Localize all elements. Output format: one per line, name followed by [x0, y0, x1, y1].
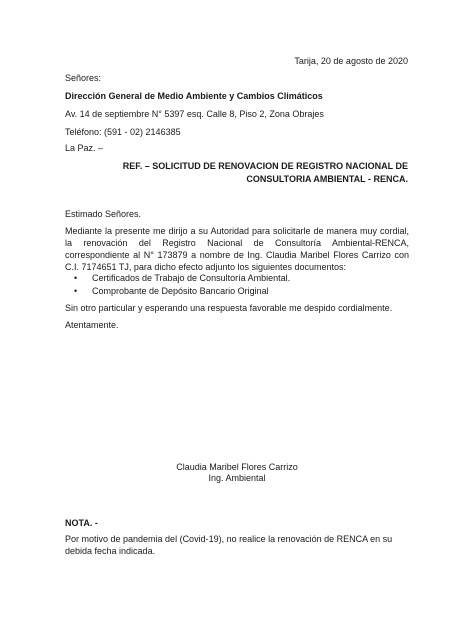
recipient-address: Av. 14 de septiembre N° 5397 esq. Calle 8, Piso 2, Zona Obrajes [65, 109, 324, 119]
signer-name: Claudia Maribel Flores Carrizo [176, 462, 298, 472]
recipient-city: La Paz. – [65, 143, 104, 153]
salutation: Estimado Señores. [65, 209, 142, 219]
document-item-text: Certificados de Trabajo de Consultoría Ambiental. [92, 273, 291, 283]
note-heading: NOTA. - [65, 518, 98, 528]
recipient-organization: Dirección General de Medio Ambiente y Cambios Climáticos [65, 91, 323, 101]
letter-date: Tarija, 20 de agosto de 2020 [294, 56, 408, 66]
bullet-icon: • [74, 286, 78, 296]
list-item [65, 272, 409, 285]
body-paragraph: Mediante la presente me dirijo a su Autoridad para solicitarle de manera muy cordial, la renovación del Registro Nacional de Consultoría Ambiental-RENCA, correspondiente al N° 173879 a nombre de Ing. Claudia Maribel Flores Carrizo con C.I. 7174651 TJ, para dicho efecto adjunto los siguientes documentos: [65, 226, 409, 272]
reference-line: REF. – SOLICITUD DE RENOVACION DE REGISTRO NACIONAL DE CONSULTORIA AMBIENTAL - RENCA. [122, 161, 408, 184]
closing-paragraph: Sin otro particular y esperando una respuesta favorable me despido cordialmente. [65, 303, 393, 313]
sign-off: Atentamente. [65, 320, 119, 330]
document-item-text: Comprobante de Depósito Bancario Original [92, 286, 269, 296]
note-body: Por motivo de pandemia del (Covid-19), no realice la renovación de RENCA en su debida fecha indicada. [65, 534, 393, 556]
recipient-phone: Teléfono: (591 - 02) 2146385 [65, 127, 181, 137]
signer-title: Ing. Ambiental [208, 473, 266, 483]
documents-list [65, 272, 409, 298]
greeting: Señores: [65, 73, 102, 83]
bullet-icon: • [74, 273, 78, 283]
list-item [65, 285, 409, 298]
